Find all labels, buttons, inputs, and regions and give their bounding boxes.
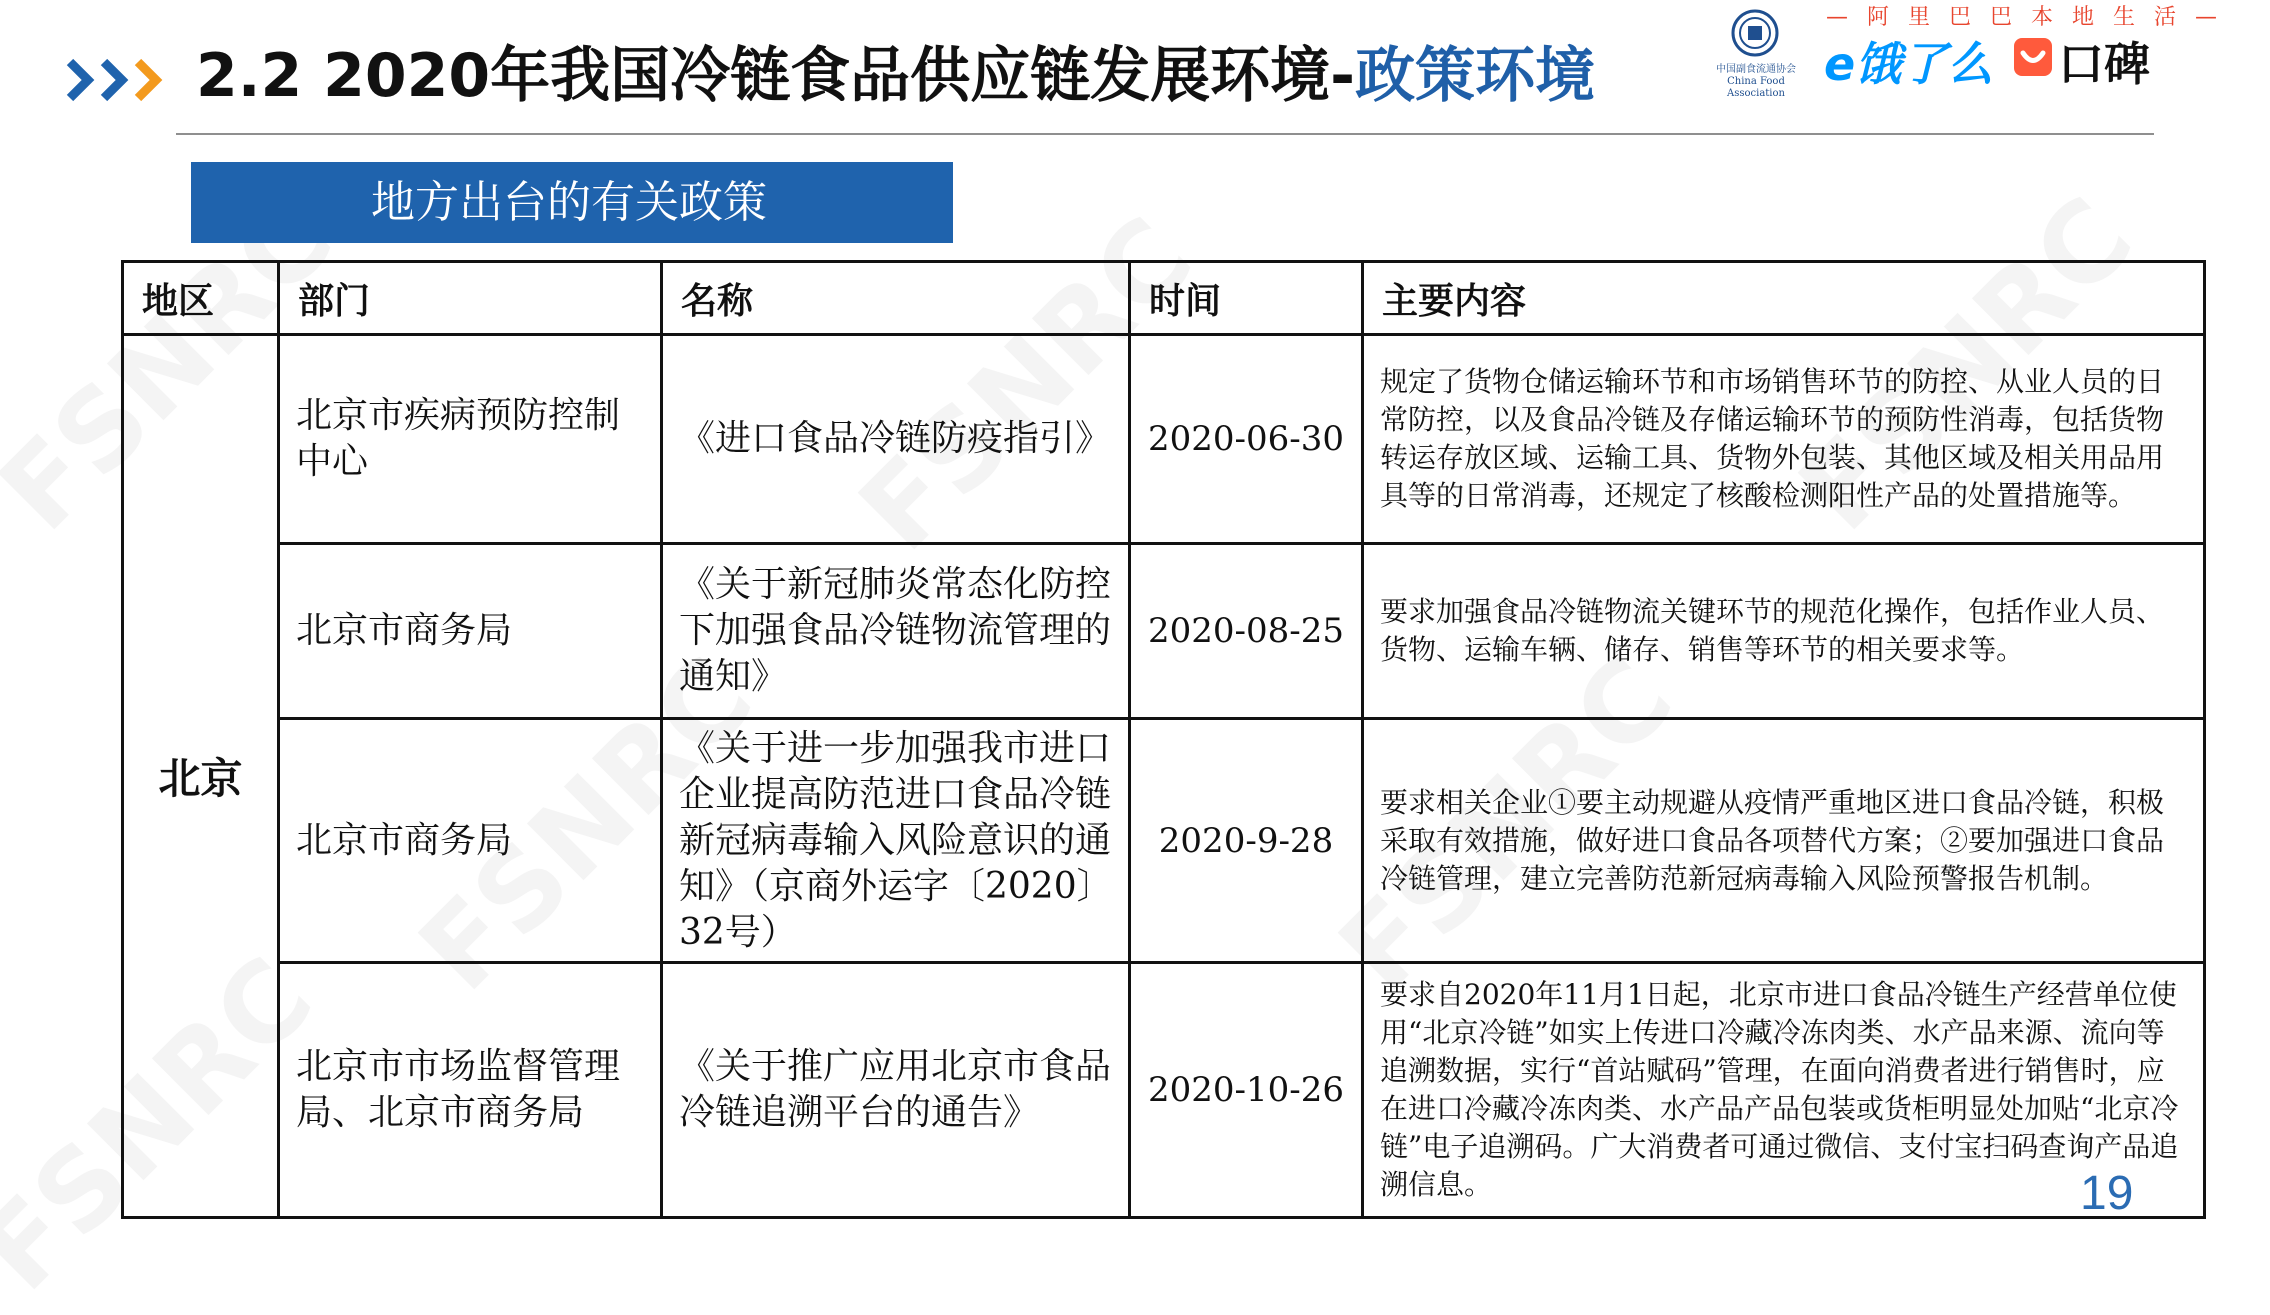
eleme-logo-text: 饿了么 (1855, 37, 1994, 91)
date-cell: 2020-06-30 (1130, 335, 1363, 544)
date-cell: 2020-10-26 (1130, 963, 1363, 1218)
policy-name-cell: 《关于推广应用北京市食品冷链追溯平台的通告》 (662, 963, 1130, 1218)
table-row (123, 544, 2205, 719)
department-cell: 北京市商务局 (279, 719, 662, 963)
chevron-right-icon (66, 58, 176, 102)
association-name-en: China Food Association (1727, 76, 1785, 99)
content-cell: 规定了货物仓储运输环节和市场销售环节的防控、从业人员的日常防控，以及食品冷链及存储运输环节的预防性消毒，包括货物转运存放区域、运输工具、货物外包装、其他区域及相关用品用具等的日常消毒，还规定了核酸检测阳性产品的处置措施等。 (1363, 335, 2205, 544)
date-cell: 2020-08-25 (1130, 544, 1363, 719)
page-title-highlight: 政策环境 (1355, 41, 1596, 111)
content-cell: 要求相关企业①要主动规避从疫情严重地区进口食品冷链，积极采取有效措施，做好进口食品各项替代方案；②要加强进口食品冷链管理，建立完善防范新冠病毒输入风险预警报告机制。 (1363, 719, 2205, 963)
page-title-main: 2.2 2020年我国冷链食品供应链发展环境- (196, 41, 1356, 111)
eleme-logo: e饿了么 (1824, 37, 1994, 91)
policy-name-cell: 《进口食品冷链防疫指引》 (662, 335, 1130, 544)
alibaba-tagline: — 阿 里 巴 巴 本 地 生 活 — (1826, 5, 2223, 30)
header-name: 名称 (662, 262, 1130, 335)
table-header-row (123, 262, 2205, 335)
partner-logos (1700, 0, 2270, 100)
table-row (123, 963, 2205, 1218)
table-row (123, 719, 2205, 963)
title-divider (176, 133, 2154, 135)
association-name (1706, 64, 1806, 100)
content-cell: 要求自2020年11月1日起，北京市进口食品冷链生产经营单位使用“北京冷链”如实上传进口冷藏冷冻肉类、水产品来源、流向等追溯数据，实行“首站赋码”管理，在面向消费者进行销售时，应在进口冷藏冷冻肉类、水产品产品包装或货柜明显处加贴“北京冷链”电子追溯码。广大消费者可通过微信、支付宝扫码查询产品追溯信息。 (1363, 963, 2205, 1218)
policy-name-cell: 《关于进一步加强我市进口企业提高防范进口食品冷链新冠病毒输入风险意识的通知》（京商外运字〔2020〕32号） (662, 719, 1130, 963)
section-banner: 地方出台的有关政策 (191, 162, 953, 243)
koubei-logo: 口碑 (2058, 37, 2150, 91)
association-emblem-icon (1730, 8, 1780, 58)
header-content: 主要内容 (1363, 262, 2205, 335)
department-cell: 北京市疾病预防控制中心 (279, 335, 662, 544)
header-date: 时间 (1130, 262, 1363, 335)
page-title (196, 36, 1595, 116)
association-name-cn: 中国副食流通协会 (1716, 64, 1796, 75)
page-number: 19 (2080, 1167, 2134, 1220)
koubei-smile-icon (2012, 36, 2054, 78)
date-cell: 2020-9-28 (1130, 719, 1363, 963)
header-department: 部门 (279, 262, 662, 335)
header-region: 地区 (123, 262, 279, 335)
content-cell: 要求加强食品冷链物流关键环节的规范化操作，包括作业人员、货物、运输车辆、储存、销售等环节的相关要求等。 (1363, 544, 2205, 719)
department-cell: 北京市市场监督管理局、北京市商务局 (279, 963, 662, 1218)
policy-table (121, 260, 2206, 1219)
region-cell: 北京 (123, 335, 279, 1218)
department-cell: 北京市商务局 (279, 544, 662, 719)
policy-name-cell: 《关于新冠肺炎常态化防控下加强食品冷链物流管理的通知》 (662, 544, 1130, 719)
table-row (123, 335, 2205, 544)
